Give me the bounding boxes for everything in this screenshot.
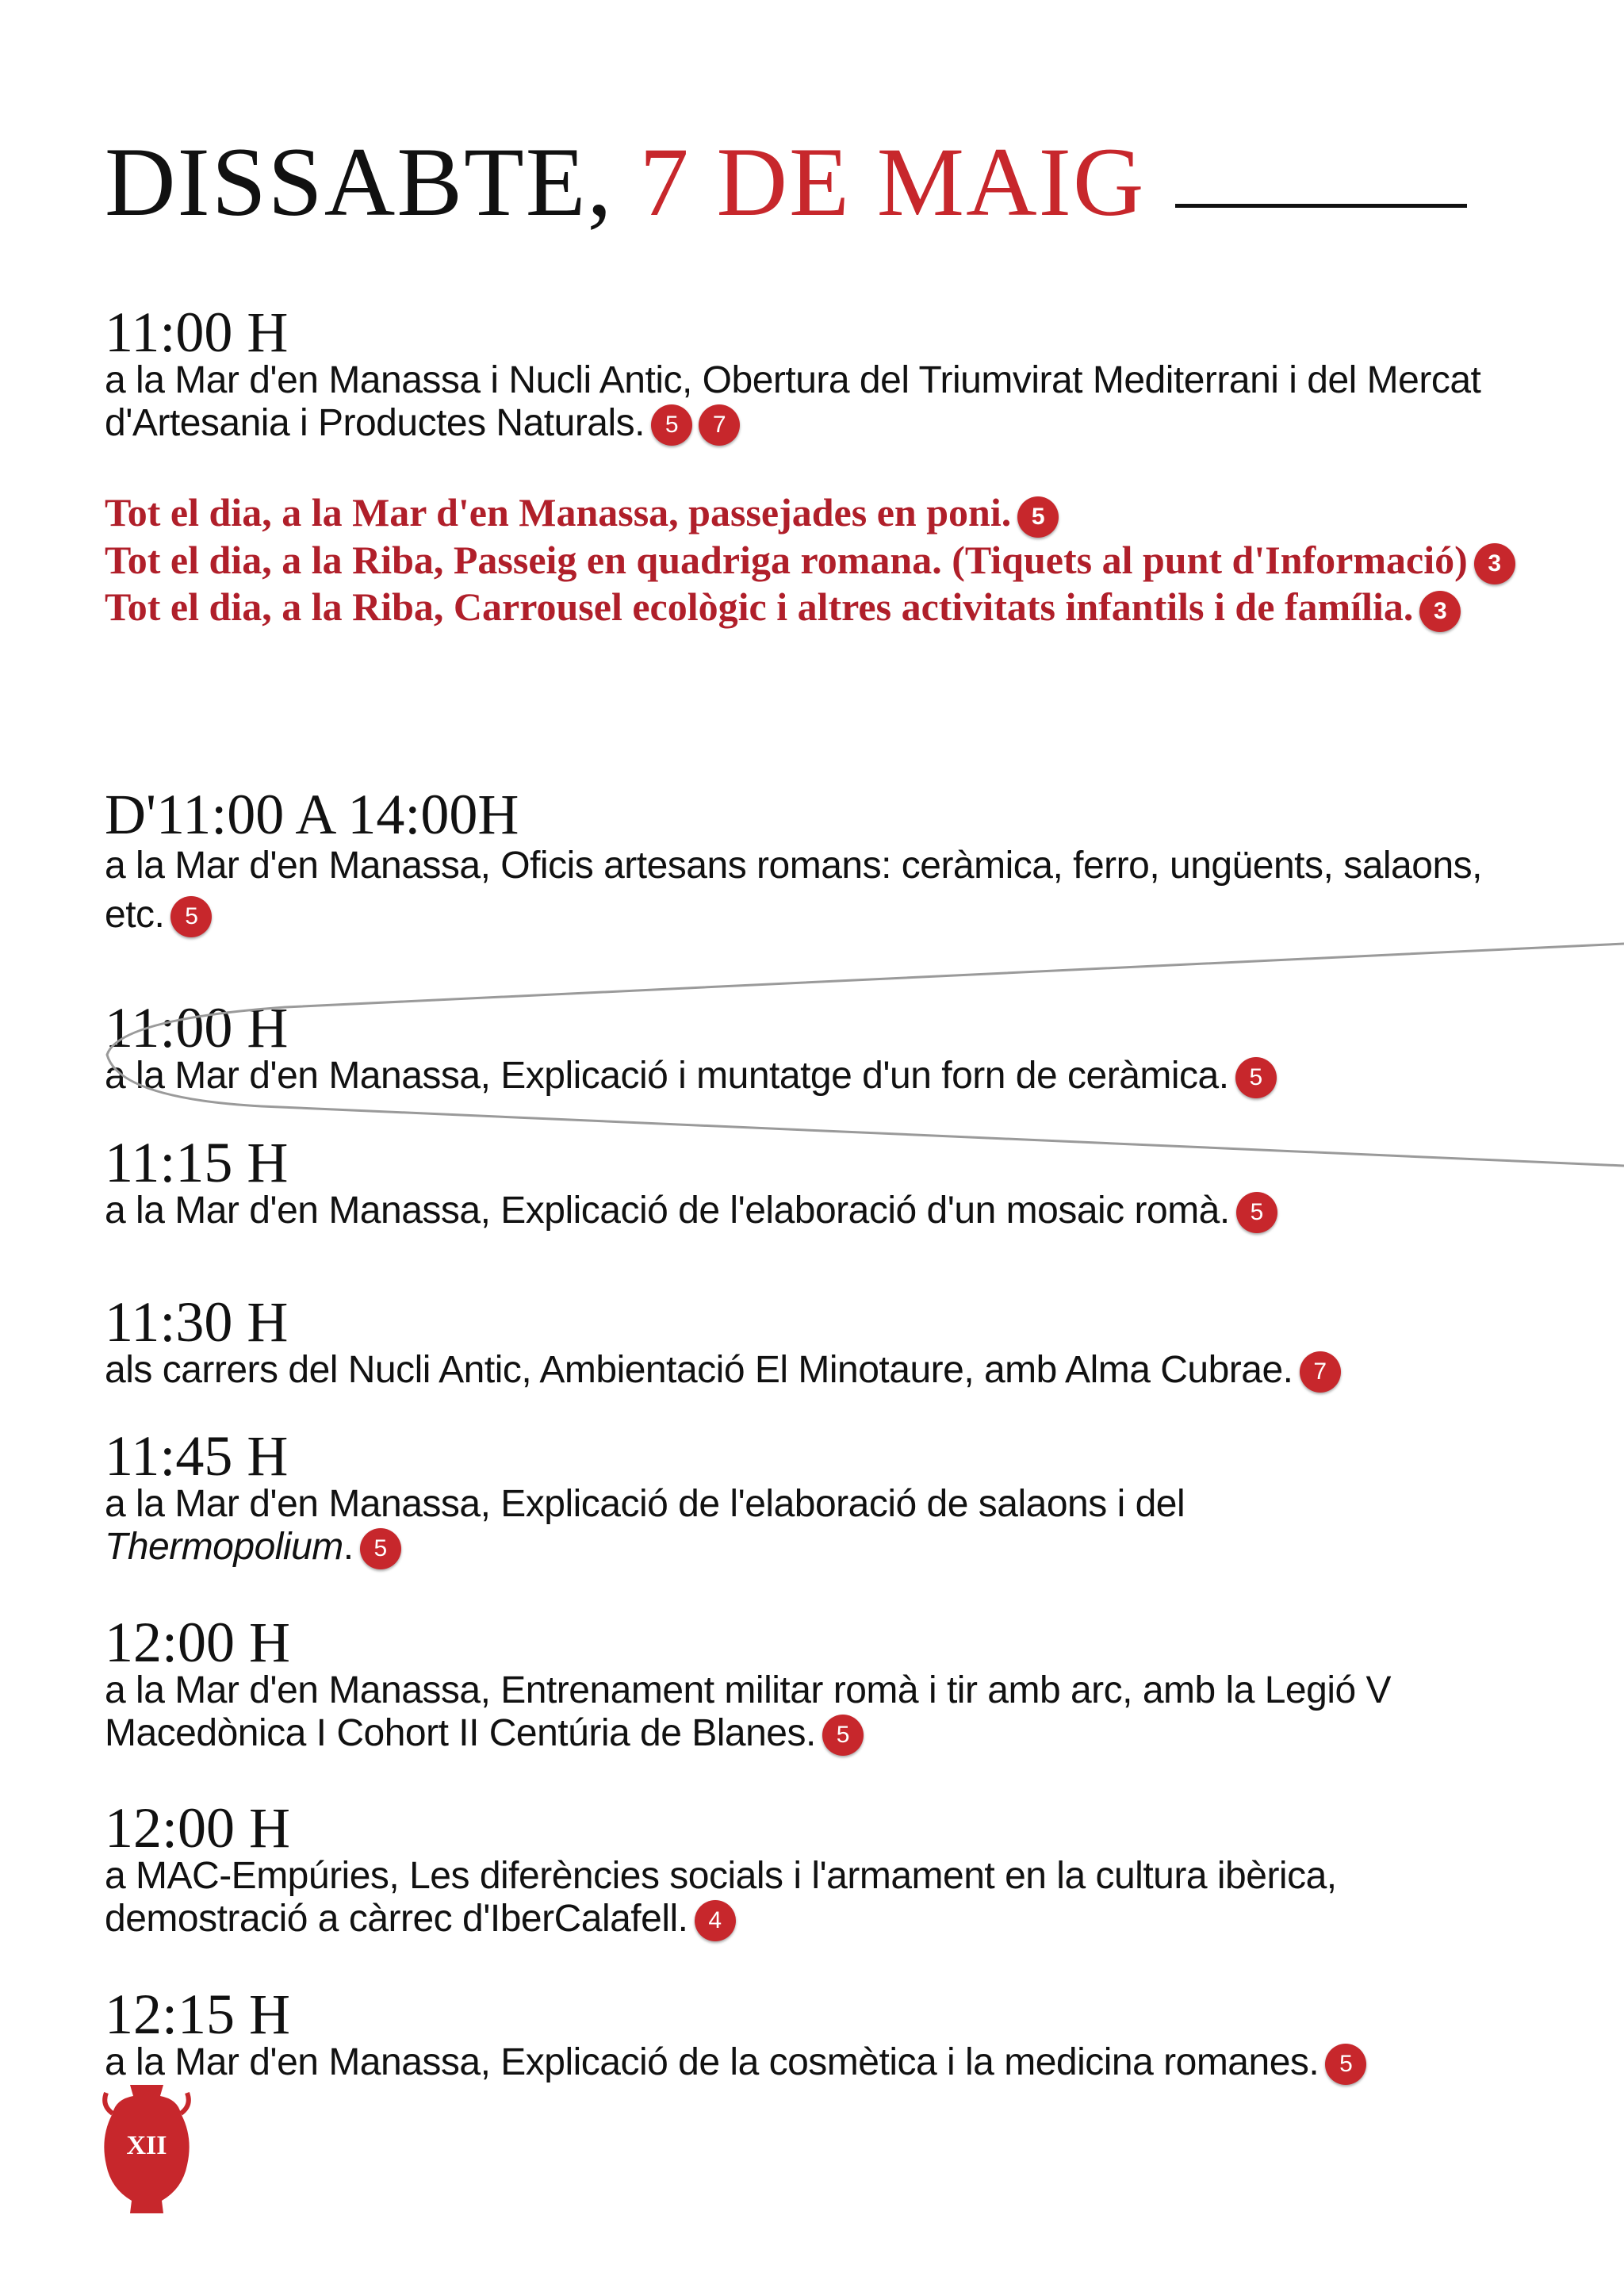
page-title — [105, 123, 1145, 242]
entry-description-italic: Thermopolium — [105, 1526, 343, 1568]
schedule-entry — [105, 1424, 1532, 1569]
entry-text — [105, 841, 1532, 940]
entry-description: a la Mar d'en Manassa, Explicació de la cosmètica i la medicina romanes. — [105, 2041, 1320, 2083]
entry-text — [105, 1349, 1532, 1393]
allday-text: Tot el dia, a la Mar d'en Manassa, passejades en poni. — [105, 490, 1012, 535]
allday-text: Tot el dia, a la Riba, Passeig en quadriga romana. (Tiquets al punt d'Informació) — [105, 537, 1468, 582]
location-badge: 5 — [1236, 1192, 1277, 1233]
title-date: 7 DE MAIG — [639, 128, 1146, 236]
allday-activities — [105, 490, 1532, 632]
location-badge: 5 — [360, 1528, 401, 1569]
entry-time: 12:00 H — [105, 1611, 290, 1674]
location-badge: 3 — [1474, 543, 1515, 584]
entry-time: 12:00 H — [105, 1796, 290, 1860]
schedule-entry — [105, 1131, 1532, 1233]
amphora-page-emblem — [100, 2082, 193, 2217]
schedule-entry — [105, 1611, 1532, 1756]
entry-description: a MAC-Empúries, Les diferències socials i l'armament en la cultura ibèrica, demostració a càrrec d'IberCalafell. — [105, 1855, 1337, 1940]
entry-time: 11:30 H — [105, 1290, 289, 1354]
entry-time: 12:15 H — [105, 1983, 290, 2046]
entry-description: a la Mar d'en Manassa, Oficis artesans romans: ceràmica, ferro, ungüents, salaons, etc. — [105, 845, 1482, 936]
entry-text — [105, 1055, 1532, 1098]
location-badge: 5 — [822, 1715, 864, 1756]
entry-description: a la Mar d'en Manassa, Explicació de l'elaboració de salaons i del — [105, 1483, 1185, 1525]
entry-description: als carrers del Nucli Antic, Ambientació El Minotaure, amb Alma Cubrae. — [105, 1349, 1293, 1391]
schedule-entry — [105, 1796, 1532, 1941]
entry-time: 11:15 H — [105, 1131, 289, 1194]
entry-text — [105, 1669, 1532, 1756]
location-badge: 5 — [170, 896, 212, 937]
entry-text — [105, 359, 1532, 446]
entry-time: 11:45 H — [105, 1424, 289, 1488]
schedule-entry — [105, 301, 1532, 446]
location-badge: 7 — [1300, 1351, 1341, 1393]
location-badge: 5 — [651, 404, 692, 446]
entry-text — [105, 1855, 1532, 1941]
location-badge: 5 — [1325, 2044, 1366, 2085]
entry-description: a la Mar d'en Manassa, Explicació i muntatge d'un forn de ceràmica. — [105, 1055, 1229, 1097]
schedule-entry — [105, 783, 1532, 940]
entry-text — [105, 1483, 1532, 1569]
location-badge: 4 — [695, 1900, 736, 1941]
location-badge: 7 — [699, 404, 740, 446]
location-badge: 3 — [1419, 591, 1461, 632]
entry-description: a la Mar d'en Manassa, Entrenament militar romà i tir amb arc, amb la Legió V Macedònica I Cohort II Centúria de Blanes. — [105, 1669, 1392, 1754]
page-header — [105, 123, 1532, 242]
allday-item — [105, 538, 1532, 585]
allday-text: Tot el dia, a la Riba, Carrousel ecològic i altres activitats infantils i de família. — [105, 584, 1414, 630]
allday-item — [105, 584, 1532, 632]
entry-text — [105, 2041, 1532, 2085]
entry-time: 11:00 H — [105, 996, 289, 1059]
title-rule — [1175, 204, 1467, 208]
title-day: DISSABTE, — [105, 128, 614, 236]
entry-description: a la Mar d'en Manassa, Explicació de l'elaboració d'un mosaic romà. — [105, 1190, 1230, 1232]
entry-text — [105, 1190, 1532, 1233]
page-number: XII — [126, 2131, 167, 2160]
schedule-entry — [105, 996, 1532, 1098]
entry-time: 11:00 H — [105, 301, 289, 364]
schedule-entry — [105, 1983, 1532, 2085]
schedule-entry — [105, 1290, 1532, 1393]
entry-time: D'11:00 A 14:00H — [105, 783, 519, 846]
allday-item — [105, 490, 1532, 538]
location-badge: 5 — [1017, 496, 1059, 538]
entry-description: a la Mar d'en Manassa i Nucli Antic, Obertura del Triumvirat Mediterrani i del Mercat d'Artesania i Productes Naturals. — [105, 359, 1481, 444]
location-badge: 5 — [1235, 1057, 1277, 1098]
entry-description-end: . — [343, 1526, 354, 1568]
